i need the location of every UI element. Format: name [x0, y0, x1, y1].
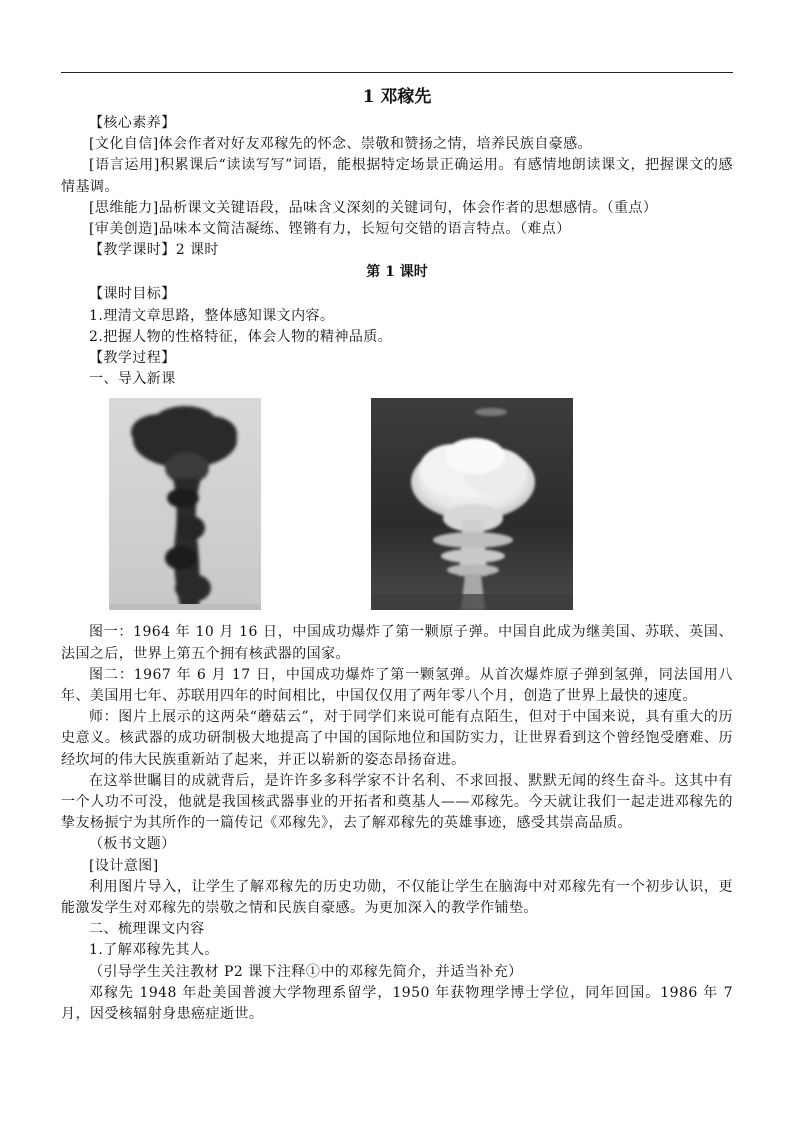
caption-figure-2: 图二：1967 年 6 月 17 日，中国成功爆炸了第一颗氢弹。从首次爆炸原子弹到氢弹，同法国用八年、美国用七年、苏联用四年的时间相比，中国仅仅用了两年零八个月，创造了世界上最快的速度。 — [61, 666, 733, 705]
objectives-heading: 【课时目标】 — [89, 286, 176, 303]
document-title: 1 邓稼先 — [362, 87, 432, 107]
document-page — [61, 86, 733, 1025]
guide-note: （引导学生关注教材 P2 课下注释①中的邓稼先简介，并适当补充） — [89, 963, 523, 980]
design-text: 利用图片导入，让学生了解邓稼先的历史功勋，不仅能让学生在脑海中对邓稼先有一个初步认识，更能激发学生对邓稼先的崇敬之情和民族自豪感。为更加深入的教学作铺垫。 — [61, 878, 733, 917]
hydrogen-bomb-photo — [371, 398, 573, 610]
teacher-deng-jiaxian: 在这举世瞩目的成就背后，是许许多多科学家不计名利、不求回报、默默无闻的终生奋斗。这其中有一个人功不可没，他就是我国核武器事业的开拓者和奠基人——邓稼先。今天就让我们一起走进邓稼先的挚友杨振宁为其所作的一篇传记《邓稼先》，去了解邓稼先的英雄事迹，感受其崇高品质。 — [61, 772, 733, 832]
lesson-hours: 【教学课时】2 课时 — [89, 242, 219, 259]
core-literacy-aesthetic: [审美创造]品味本文简洁凝练、铿锵有力，长短句交错的语言特点。（难点） — [89, 221, 571, 238]
process-heading: 【教学过程】 — [89, 350, 176, 367]
image-row — [61, 390, 733, 622]
core-literacy-heading: 【核心素养】 — [89, 115, 176, 131]
header-rule — [61, 72, 733, 73]
objective-2: 2.把握人物的性格特征，体会人物的精神品质。 — [89, 328, 393, 345]
core-literacy-thinking: [思维能力]品析课文关键语段，品味含义深刻的关键词句，体会作者的思想感情。（重点） — [89, 199, 658, 216]
caption-figure-1: 图一：1964 年 10 月 16 日，中国成功爆炸了第一颗原子弹。中国自此成为继美国、苏联、英国、法国之后，世界上第五个拥有核武器的国家。 — [61, 624, 733, 662]
objective-1: 1.理清文章思路，整体感知课文内容。 — [89, 307, 335, 324]
core-literacy-culture: [文化自信]体会作者对好友邓稼先的怀念、崇敬和赞扬之情，培养民族自豪感。 — [89, 136, 593, 153]
part1-heading: 一、导入新课 — [89, 371, 176, 388]
design-heading: [设计意图] — [89, 857, 159, 874]
atomic-bomb-photo — [109, 398, 261, 610]
bio-text: 邓稼先 1948 年赴美国普渡大学物理系留学，1950 年获物理学博士学位，同年回国。1986 年 7 月，因受核辐射身患癌症逝世。 — [61, 984, 733, 1023]
session-title: 第 1 课时 — [366, 264, 428, 281]
board-note: （板书文题） — [89, 836, 176, 853]
sub-heading-1: 1.了解邓稼先其人。 — [89, 942, 219, 959]
part2-heading: 二、梳理课文内容 — [89, 921, 205, 938]
teacher-intro: 师：图片上展示的这两朵“蘑菇云”，对于同学们来说可能有点陌生，但对于中国来说，具有重大的历史意义。核武器的成功研制极大地提高了中国的国际地位和国防实力，让世界看到这个曾经饱受磨难、历经坎坷的伟大民族重新站了起来，并正以崭新的姿态昂扬奋进。 — [61, 709, 733, 768]
core-literacy-language: [语言运用]积累课后“读读写写”词语，能根据特定场景正确运用。有感情地朗读课文，把握课文的感情基调。 — [61, 157, 733, 195]
